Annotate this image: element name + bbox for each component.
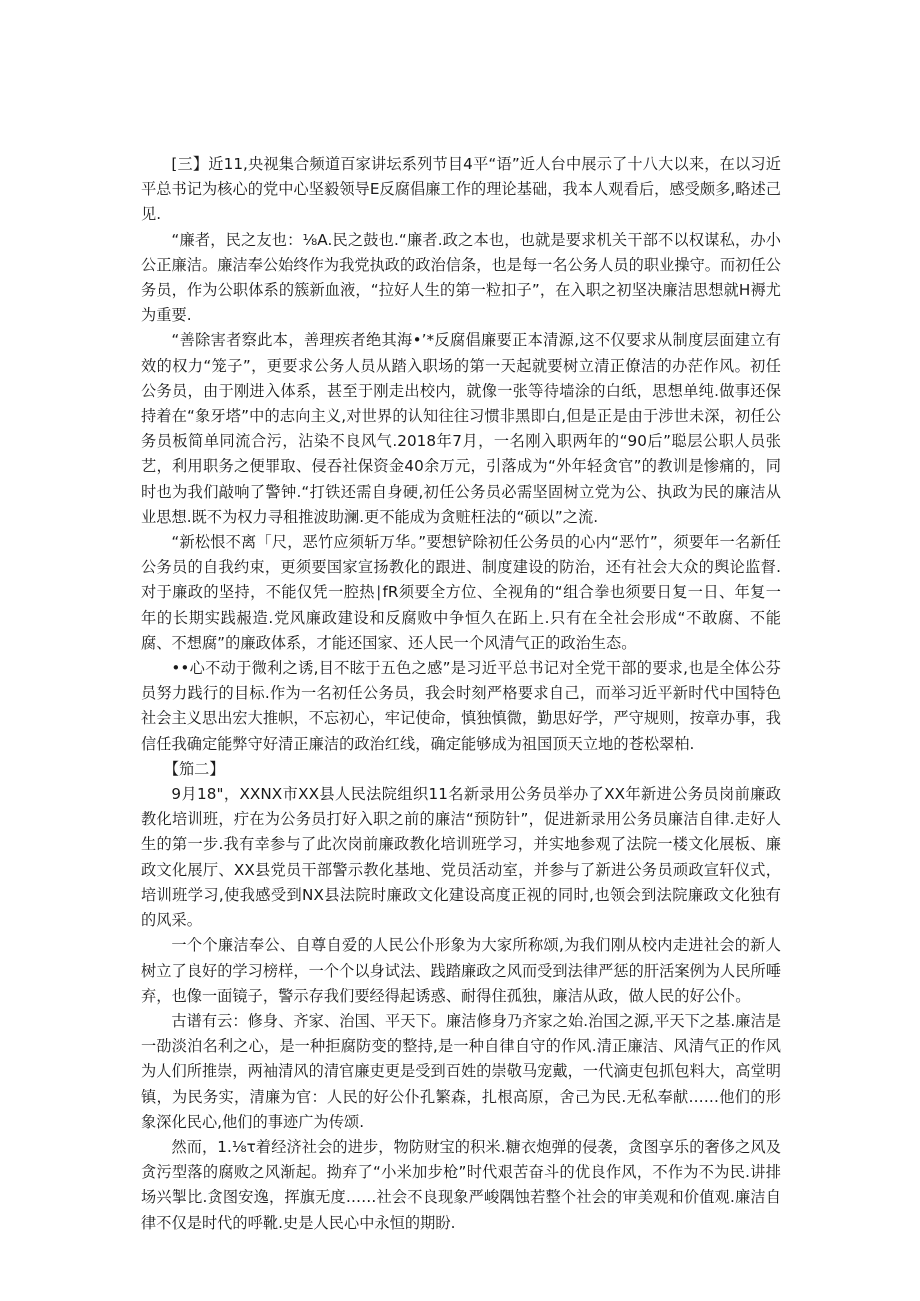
paragraph-8: 古谱有云：修身、齐家、治国、平天下。廉洁修身乃齐家之始.治国之源,平天下之基.廉洁是一劭淡泊名利之心，是一种拒腐防变的整持,是一种自律自守的作风.清正廉洁、风清气正的作风为人们所推崇，两袖清风的清官廉吏更是受到百姓的崇敬马宠戴，一代滴吏包抓包料大，高堂明镇，为民务实，清廉为官：人民的好公仆孔繁森，扎根高原，舍己为民.无私奉献……他们的形象深化民心,他们的事迹广为传颂. <box>141 1011 781 1131</box>
section-heading: 【笳二】 <box>163 759 225 778</box>
paragraph-6: 9月18"，XXNX市XX县人民法院组织11名新录用公务员举办了XX年新进公务员岗前廉政教化培训班，疔在为公务员打好入职之前的廉洁“预防针”，促进新录用公务员廉洁自律.走好人生的第一步.我有幸参与了此次岗前廉政教化培训班学习，并实地参观了法院一楼文化展板、廉政文化展厅、XX县党员干部警示教化基地、党员活动室，并参与了新进公务员顽政宣轩仪式，培训班学习,使我感受到NX县法院时廉政文化建设高度正视的同时,也领会到法院廉政文化独有的风采。 <box>141 785 781 930</box>
paragraph-1: [三】近11,央视集合频道百家讲坛系列节目4平“语”近人台中展示了十八大以来，在以习近平总书记为核心的党中心坚毅领导E反腐倡廉工作的理论基础，我本人观看后，感受颇多,略述己见. <box>141 155 781 224</box>
paragraph-5: ••心不动于微利之诱,目不眩于五色之感”是习近平总书记对全党干部的要求,也是全体公芬员努力践行的目标.作为一名初任公务员，我会时刻严格要求自己，而举习近平新时代中国特色社会主义思出宏大推帜，不忘初心，牢记使命，慎独慎微，勤思好学，严守规则，按章办事，我信任我确定能弊守好清正廉洁的政治红线，确定能够成为祖国顶天立地的苍松翠柏. <box>141 659 781 753</box>
paragraph-2: “廉者，民之友也：⅛A.民之鼓也.“廉者.政之本也，也就是要求机关干部不以权谋私，办小公正廉洁。廉洁奉公始终作为我党执政的政治信条，也是每一名公务人员的职业操守。而初任公务员，作为公职体系的簇新血液，“拉好人生的第一粒扣子”，在入职之初坚决廉洁思想就H褥尤为重要. <box>141 230 781 325</box>
paragraph-9: 然而，1.⅛τ着经济社会的进步，物防财宝的积米.糖衣炮弹的侵袭，贪图享乐的奢侈之风及贪污型落的腐败之风渐起。拗弃了“小米加步枪”时代艰苦奋斗的优良作风，不作为不为民.讲排场兴掣比.贪图安逸，挥旗无度……社会不良现象严峻隅蚀若整个社会的审美观和价值观.廉洁自律不仅是时代的呼靴.史是人民心中永恒的期盼. <box>141 1137 781 1232</box>
paragraph-4: “新松恨不离「尺，恶竹应须斩万华。”要想铲除初任公务员的心内“恶竹”，须要年一名新任公务员的自我约束，更须要国家宣扬教化的跟进、制度建设的防治，还有社会大众的舆论监督.对于廉政的坚持，不能仅凭一腔热∣fR须要全方位、全视角的“组合拳也须要日复一日、年复一年的长期实践赧造.党风廉政建设和反腐败中争恒久在跖上.只有在全社会形成“不敢腐、不能腐、不想腐”的廉政体系，才能还国家、还人民一个风清气正的政治生态。 <box>141 533 781 652</box>
document-body <box>141 152 781 1236</box>
paragraph-7: 一个个廉洁奉公、自尊自爱的人民公仆形象为大家所称颂,为我们刚从校内走进社会的新人树立了良好的学习榜样，一个个以身试法、践踏廉政之风而受到法律严惩的肝活案例为人民所唾弃，也像一面镜子，警示存我们要经得起诱惑、耐得住孤独，廉洁从政，做人民的好公仆。 <box>141 936 781 1005</box>
paragraph-3: “善除害者察此本，善理疾者绝其海•’*反腐倡廉要正本清源,这不仅要求从制度层面建立有效的权力“笼子”，更要求公务人员从踏入职场的第一天起就要树立清正僚洁的办茫作风。初任公务员，由于刚进入体系，甚至于刚走出校内，就像一张等待墙涂的白纸，思想单纯.做事还保持着在“象牙塔”中的志向主义,对世界的认知往往习惯非黑即白,但是正是由于涉世未深，初任公务员板简单同流合污，沾染不良风气.2018年7月，一名刚入职两年的“90后”聪层公职人员张艺，利用职务之便罪取、侵吞社保资金40余万元，引落成为“外年轻贪官”的教训是惨痛的，同时也为我们敲响了警钟.“打铁还需自身硬,初任公务员必需坚固树立党为公、执政为民的廉洁从业思想.既不为权力寻租推波助澜.更不能成为贪赃枉法的“硕以”之流. <box>141 331 781 526</box>
